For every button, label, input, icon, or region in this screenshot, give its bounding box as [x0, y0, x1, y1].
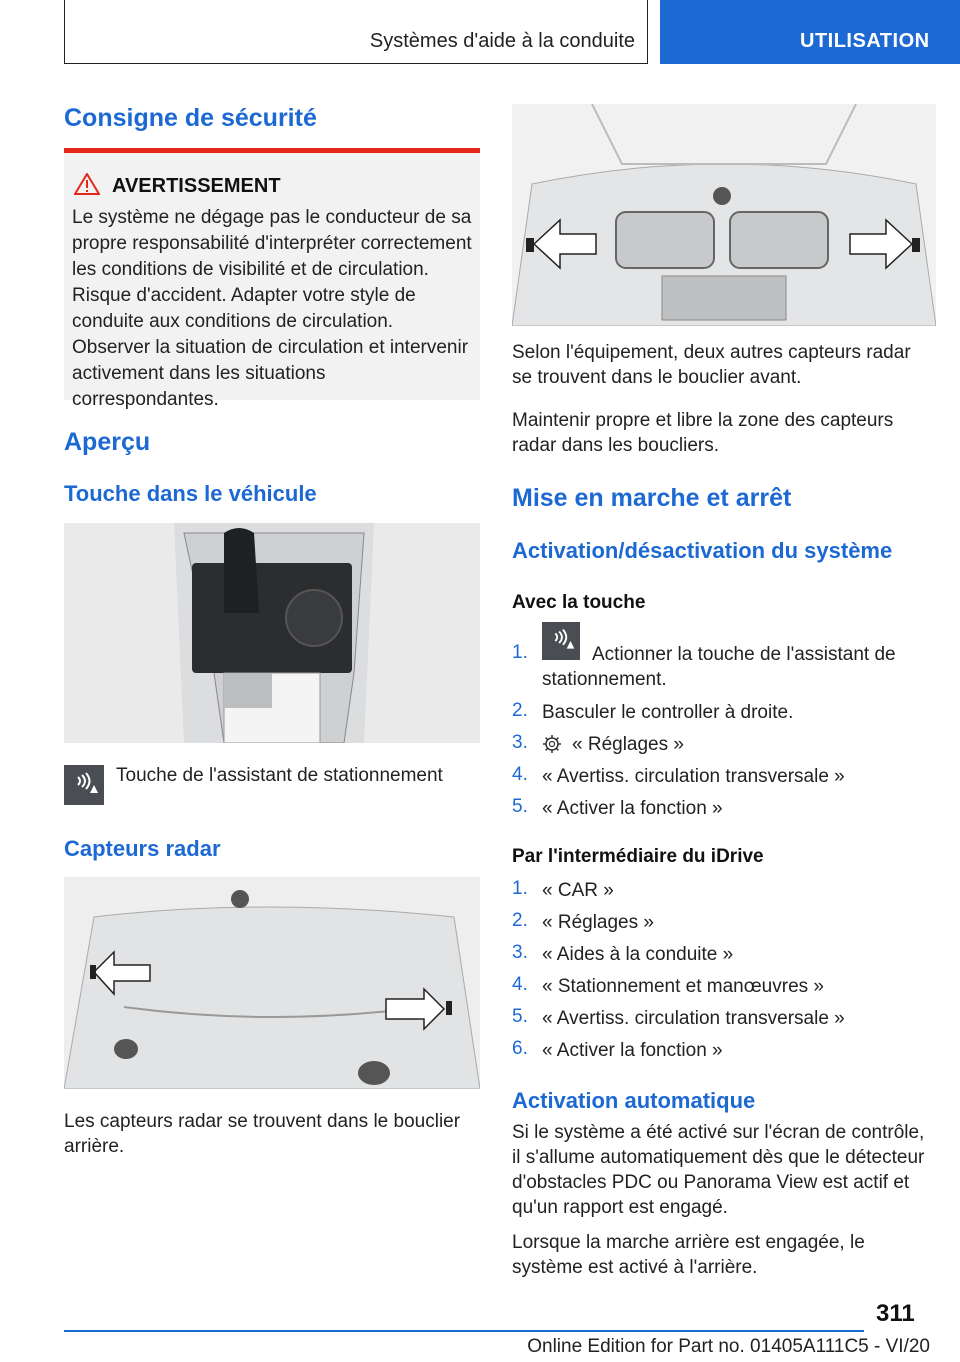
- safety-title: Consigne de sécurité: [64, 104, 317, 132]
- step-number: 5.: [512, 1006, 528, 1027]
- park-assist-button-icon: [64, 765, 104, 805]
- list-item: [512, 878, 932, 910]
- via-idrive-steps: [512, 878, 932, 1070]
- step-text: « Activer la fonction »: [542, 1040, 723, 1061]
- via-button-steps: [512, 622, 932, 828]
- page-number: 311: [876, 1300, 915, 1327]
- button-section-title: Touche dans le véhicule: [64, 481, 317, 506]
- step-number: 6.: [512, 1038, 528, 1059]
- step-number: 1.: [512, 642, 528, 663]
- step-text: « Activer la fonction »: [542, 798, 723, 819]
- list-item: [512, 764, 932, 796]
- step-number: 4.: [512, 764, 528, 785]
- header-section-title: Systèmes d'aide à la conduite: [369, 30, 635, 52]
- step-number: 2.: [512, 910, 528, 931]
- front-bumper-photo: [512, 104, 936, 326]
- list-item: [512, 942, 932, 974]
- toggle-system-title: Activation/désactivation du système: [512, 538, 893, 563]
- step-number: 2.: [512, 700, 528, 721]
- step-text: « Avertiss. circulation transversale »: [542, 1008, 845, 1029]
- step-text: « Stationnement et manœuvres »: [542, 976, 824, 997]
- via-idrive-title: Par l'intermédiaire du iDrive: [512, 846, 764, 867]
- warning-triangle-icon: [74, 173, 100, 195]
- footer-divider: [64, 1330, 864, 1332]
- list-item: [512, 796, 932, 828]
- front-sensors-text: Selon l'équipement, deux autres capteurs radar se trouvent dans le bouclier avant.: [512, 342, 911, 388]
- list-item: [512, 700, 932, 732]
- warning-text: Le système ne dégage pas le conducteur de sa propre responsabilité d'interpréter correctement les conditions de visibilité et de circulation. Risque d'accident. Adapter votre style de conduite aux conditions de circulation. Observer la situation de circulation et intervenir activement dans les situations correspondantes.: [72, 207, 472, 410]
- clean-sensors-text: Maintenir propre et libre la zone des capteurs radar dans les boucliers.: [512, 410, 894, 456]
- rear-bumper-photo: [64, 877, 480, 1089]
- start-stop-title: Mise en marche et arrêt: [512, 484, 792, 512]
- step-number: 5.: [512, 796, 528, 817]
- list-item: [512, 622, 932, 688]
- via-button-title: Avec la touche: [512, 592, 646, 613]
- step-number: 4.: [512, 974, 528, 995]
- list-item: [512, 974, 932, 1006]
- list-item: [512, 910, 932, 942]
- radar-text: Les capteurs radar se trouvent dans le bouclier arrière.: [64, 1111, 461, 1157]
- reverse-gear-text: Lorsque la marche arrière est engagée, le système est activé à l'arrière.: [512, 1232, 865, 1278]
- overview-title: Aperçu: [64, 428, 151, 456]
- footer-edition: Online Edition for Part no. 01405A111C5 - VI/20: [527, 1336, 930, 1357]
- header-section-box: [64, 0, 648, 64]
- warning-label: AVERTISSEMENT: [112, 175, 281, 197]
- step-text: Basculer le controller à droite.: [542, 702, 794, 723]
- list-item: [512, 732, 932, 764]
- auto-activation-title: Activation automatique: [512, 1088, 756, 1113]
- step-number: 3.: [512, 942, 528, 963]
- auto-activation-text: Si le système a été activé sur l'écran de contrôle, il s'allume automatiquement dès que le détecteur d'obstacles PDC ou Panorama View est actif et qu'un rapport est engagé.: [512, 1122, 925, 1218]
- step-text: « Avertiss. circulation transversale »: [542, 766, 845, 787]
- gear-icon: [542, 734, 562, 754]
- step-text: « Réglages »: [572, 734, 684, 755]
- button-caption: Touche de l'assistant de stationnement: [116, 765, 443, 786]
- radar-section-title: Capteurs radar: [64, 836, 221, 861]
- header-tab-label: UTILISATION: [800, 30, 930, 52]
- list-item: [512, 1006, 932, 1038]
- header-tab: [660, 0, 960, 64]
- warning-box: [64, 148, 480, 410]
- step-text: « Réglages »: [542, 912, 654, 933]
- step-number: 1.: [512, 878, 528, 899]
- center-console-photo: [64, 523, 480, 743]
- step-text: « CAR »: [542, 880, 614, 901]
- step-text: Actionner la touche de l'assistant de stationnement.: [542, 644, 896, 690]
- step-number: 3.: [512, 732, 528, 753]
- list-item: [512, 1038, 932, 1070]
- step-text: « Aides à la conduite »: [542, 944, 734, 965]
